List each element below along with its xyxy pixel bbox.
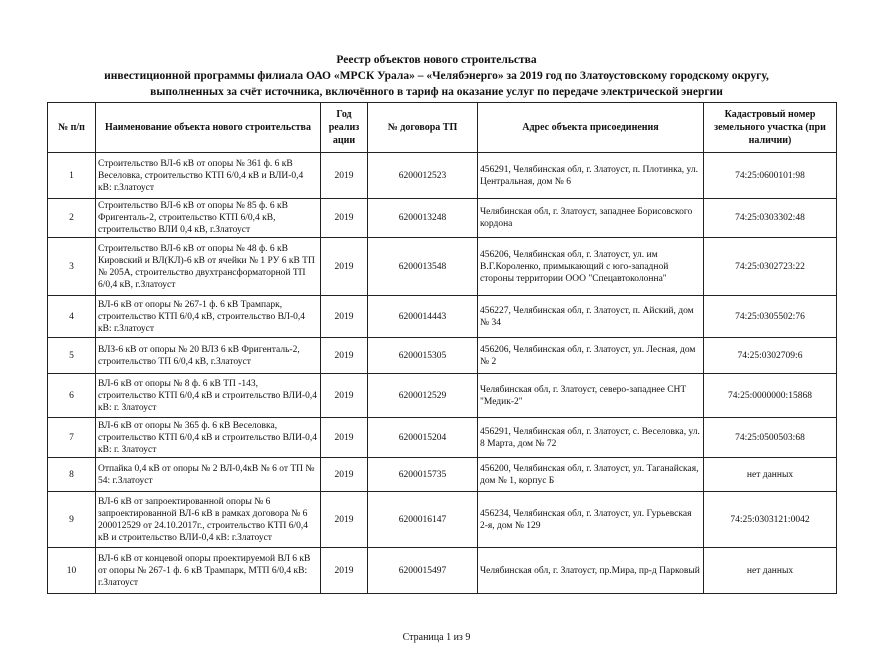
cell-contract: 6200015204 — [368, 418, 478, 458]
title-line-2: инвестиционной программы филиала ОАО «МРСК Урала» – «Челябэнерго» за 2019 год по Златоустовскому городскому округу, — [104, 70, 769, 82]
table-row — [48, 199, 837, 238]
header-contract: № договора ТП — [368, 103, 478, 153]
cell-cadastre: нет данных — [704, 458, 837, 492]
cell-contract: 6200016147 — [368, 492, 478, 548]
cell-year: 2019 — [321, 199, 368, 238]
table-header-row — [48, 103, 837, 153]
cell-num: 3 — [48, 238, 96, 296]
cell-num: 6 — [48, 374, 96, 418]
cell-num: 10 — [48, 548, 96, 594]
header-cadastre: Кадастровый номер земельного участка (при наличии) — [704, 103, 837, 153]
cell-year: 2019 — [321, 338, 368, 374]
header-year: Год реализ ации — [321, 103, 368, 153]
cell-address: 456200, Челябинская обл, г. Златоуст, ул. Таганайская, дом № 1, корпус Б — [478, 458, 704, 492]
cell-year: 2019 — [321, 296, 368, 338]
cell-year: 2019 — [321, 492, 368, 548]
cell-name: Строительство ВЛ-6 кВ от опоры № 48 ф. 6 кВ Кировский и ВЛ(КЛ)-6 кВ от ячейки № 1 РУ 6 кВ ТП № 205А, строительство двухтрансформаторной ТП 6/0,4 кВ, г.Златоуст — [96, 238, 321, 296]
cell-address: Челябинская обл, г. Златоуст, западнее Борисовского кордона — [478, 199, 704, 238]
title-line-3: выполненных за счёт источника, включённого в тариф на оказание услуг по передаче электрической энергии — [150, 86, 723, 98]
cell-cadastre: 74:25:0303121:0042 — [704, 492, 837, 548]
cell-num: 8 — [48, 458, 96, 492]
cell-address: 456206, Челябинская обл, г. Златоуст, ул. им В.Г.Короленко, примыкающий с юго-западной стороны территории ООО "Спецавтоколонна" — [478, 238, 704, 296]
table-row — [48, 238, 837, 296]
table-row — [48, 153, 837, 199]
cell-cadastre: 74:25:0000000:15868 — [704, 374, 837, 418]
cell-year: 2019 — [321, 548, 368, 594]
cell-num: 5 — [48, 338, 96, 374]
cell-contract: 6200014443 — [368, 296, 478, 338]
cell-cadastre: нет данных — [704, 548, 837, 594]
cell-name: ВЛ-6 кВ от опоры № 8 ф. 6 кВ ТП -143, строительство КТП 6/0,4 кВ и строительство ВЛИ-0,4 кВ: г. Златоуст — [96, 374, 321, 418]
cell-year: 2019 — [321, 418, 368, 458]
table-row — [48, 458, 837, 492]
header-num: № п/п — [48, 103, 96, 153]
cell-num: 4 — [48, 296, 96, 338]
cell-contract: 6200013248 — [368, 199, 478, 238]
cell-year: 2019 — [321, 238, 368, 296]
header-address: Адрес объекта присоединения — [478, 103, 704, 153]
cell-cadastre: 74:25:0305502:76 — [704, 296, 837, 338]
table-row — [48, 418, 837, 458]
table-row — [48, 374, 837, 418]
cell-cadastre: 74:25:0500503:68 — [704, 418, 837, 458]
cell-num: 7 — [48, 418, 96, 458]
cell-contract: 6200015735 — [368, 458, 478, 492]
cell-name: ВЛ-6 кВ от опоры № 267-1 ф. 6 кВ Трампарк, строительство КТП 6/0,4 кВ, строительство ВЛ-0,4 кВ: г.Златоуст — [96, 296, 321, 338]
cell-address: 456291, Челябинская обл, г. Златоуст, п. Плотинка, ул. Центральная, дом № 6 — [478, 153, 704, 199]
title-line-1: Реестр объектов нового строительства — [336, 54, 537, 66]
cell-address: Челябинская обл, г. Златоуст, северо-западнее СНТ "Медик-2" — [478, 374, 704, 418]
cell-name: Строительство ВЛ-6 кВ от опоры № 361 ф. 6 кВ Веселовка, строительство КТП 6/0,4 кВ и ВЛИ-0,4 кВ: г.Златоуст — [96, 153, 321, 199]
cell-name: Отпайка 0,4 кВ от опоры № 2 ВЛ-0,4кВ № 6 от ТП № 54: г.Златоуст — [96, 458, 321, 492]
table-row — [48, 492, 837, 548]
table-row — [48, 548, 837, 594]
cell-num: 1 — [48, 153, 96, 199]
cell-contract: 6200015497 — [368, 548, 478, 594]
cell-contract: 6200013548 — [368, 238, 478, 296]
cell-cadastre: 74:25:0600101:98 — [704, 153, 837, 199]
document-title — [0, 52, 873, 100]
cell-name: Строительство ВЛ-6 кВ от опоры № 85 ф. 6 кВ Фригенталь-2, строительство КТП 6/0,4 кВ, строительство ВЛИ 0,4 кВ, г.Златоуст — [96, 199, 321, 238]
cell-name: ВЛЗ-6 кВ от опоры № 20 ВЛЗ 6 кВ Фригенталь-2, строительство ТП 6/0,4 кВ, г.Златоуст — [96, 338, 321, 374]
cell-contract: 6200012529 — [368, 374, 478, 418]
cell-address: 456234, Челябинская обл, г. Златоуст, ул. Гурьевская 2-я, дом № 129 — [478, 492, 704, 548]
cell-address: Челябинская обл, г. Златоуст, пр.Мира, пр-д Парковый — [478, 548, 704, 594]
cell-contract: 6200012523 — [368, 153, 478, 199]
table-row — [48, 296, 837, 338]
cell-year: 2019 — [321, 458, 368, 492]
cell-cadastre: 74:25:0303302:48 — [704, 199, 837, 238]
header-name: Наименование объекта нового строительства — [96, 103, 321, 153]
cell-year: 2019 — [321, 153, 368, 199]
cell-address: 456291, Челябинская обл, г. Златоуст, с. Веселовка, ул. 8 Марта, дом № 72 — [478, 418, 704, 458]
cell-cadastre: 74:25:0302709:6 — [704, 338, 837, 374]
cell-address: 456227, Челябинская обл, г. Златоуст, п. Айский, дом № 34 — [478, 296, 704, 338]
cell-address: 456206, Челябинская обл, г. Златоуст, ул. Лесная, дом № 2 — [478, 338, 704, 374]
cell-name: ВЛ-6 кВ от запроектированной опоры № 6 запроектированной ВЛ-6 кВ в рамках договора № 6 200012529 от 24.10.2017г., строительство КТП 6/0,4 кВ и строительство ВЛИ-0,4 кВ: г.Златоуст — [96, 492, 321, 548]
cell-year: 2019 — [321, 374, 368, 418]
cell-name: ВЛ-6 кВ от концевой опоры проектируемой ВЛ 6 кВ от опоры № 267-1 ф. 6 кВ Трампарк, МТП 6/0,4 кВ: г.Златоуст — [96, 548, 321, 594]
registry-table — [47, 102, 837, 594]
cell-name: ВЛ-6 кВ от опоры № 365 ф. 6 кВ Веселовка, строительство КТП 6/0,4 кВ и строительство ВЛИ-0,4 кВ: г. Златоуст — [96, 418, 321, 458]
cell-cadastre: 74:25:0302723:22 — [704, 238, 837, 296]
cell-num: 9 — [48, 492, 96, 548]
page-footer: Страница 1 из 9 — [402, 632, 471, 643]
cell-contract: 6200015305 — [368, 338, 478, 374]
table-row — [48, 338, 837, 374]
cell-num: 2 — [48, 199, 96, 238]
